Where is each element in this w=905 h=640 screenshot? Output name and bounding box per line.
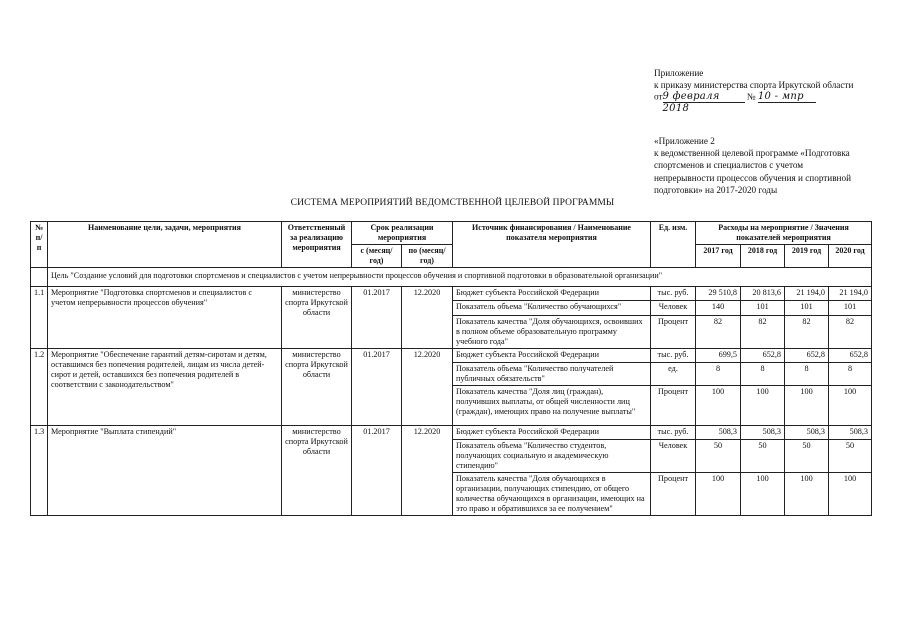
th-2019: 2019 год xyxy=(785,245,829,268)
row-source: Показатель объема "Количество обучающихся" xyxy=(453,301,651,316)
item-number: 1.2 xyxy=(31,349,48,426)
row-value-2020: 21 194,0 xyxy=(829,287,872,301)
number-prefix: № xyxy=(746,91,756,102)
row-source: Бюджет субъекта Российской Федерации xyxy=(453,426,651,440)
row-value-2018: 20 813,6 xyxy=(741,287,785,301)
th-resp: Ответственный за реализацию мероприятия xyxy=(282,222,352,268)
row-value-2020: 100 xyxy=(829,386,872,426)
from-prefix: от xyxy=(654,91,663,102)
row-value-2018: 8 xyxy=(741,363,785,386)
row-value-2019: 100 xyxy=(785,473,829,516)
handwritten-date: 9 февраля 2018 xyxy=(663,91,745,103)
row-value-2018: 50 xyxy=(741,440,785,473)
row-value-2017: 100 xyxy=(696,473,741,516)
table-row xyxy=(31,287,872,301)
row-unit: ед. xyxy=(651,363,696,386)
th-2020: 2020 год xyxy=(829,245,872,268)
row-value-2019: 8 xyxy=(785,363,829,386)
annex2-block xyxy=(654,135,851,196)
item-start: 01.2017 xyxy=(352,426,402,516)
row-value-2020: 508,3 xyxy=(829,426,872,440)
row-value-2019: 50 xyxy=(785,440,829,473)
row-value-2018: 82 xyxy=(741,316,785,349)
row-value-2019: 101 xyxy=(785,301,829,316)
row-value-2018: 101 xyxy=(741,301,785,316)
row-value-2019: 21 194,0 xyxy=(785,287,829,301)
row-value-2020: 100 xyxy=(829,473,872,516)
goal-row xyxy=(31,268,872,287)
th-2017: 2017 год xyxy=(696,245,741,268)
row-value-2018: 508,3 xyxy=(741,426,785,440)
row-value-2017: 140 xyxy=(696,301,741,316)
row-value-2017: 8 xyxy=(696,363,741,386)
item-responsible: министерство спорта Иркутской области xyxy=(282,349,352,426)
row-unit: тыс. руб. xyxy=(651,426,696,440)
row-unit: Процент xyxy=(651,386,696,426)
th-2018: 2018 год xyxy=(741,245,785,268)
row-value-2017: 699,5 xyxy=(696,349,741,363)
th-name: Наименование цели, задачи, мероприятия xyxy=(48,222,282,268)
th-to: по (месяц/год) xyxy=(402,245,453,268)
row-value-2020: 652,8 xyxy=(829,349,872,363)
measures-table xyxy=(30,221,872,516)
row-value-2020: 8 xyxy=(829,363,872,386)
row-value-2020: 82 xyxy=(829,316,872,349)
row-value-2019: 100 xyxy=(785,386,829,426)
annex2-line2: к ведомственной целевой программе «Подготовка xyxy=(654,148,850,159)
row-source: Показатель качества "Доля обучающихся, освоивших в полном объеме образовательную программу учебного года" xyxy=(453,316,651,349)
row-source: Показатель качества "Доля обучающихся в организации, получающих стипендию, от общего количества обучающихся в организации, имеющих на это право и обратившихся за ее получением" xyxy=(453,473,651,516)
item-name: Мероприятие "Обеспечение гарантий детям-сиротам и детям, оставшимся без попечения родителей, лицам из числа детей-сирот и детей, оставшихся без попечения родителей в соответствии с законодательством" xyxy=(48,349,282,426)
document-title: СИСТЕМА МЕРОПРИЯТИЙ ВЕДОМСТВЕННОЙ ЦЕЛЕВОЙ ПРОГРАММЫ xyxy=(290,198,615,208)
th-period: Срок реализации мероприятия xyxy=(352,222,453,245)
row-value-2017: 82 xyxy=(696,316,741,349)
row-value-2018: 652,8 xyxy=(741,349,785,363)
th-expenses: Расходы на мероприятие / Значения показателей мероприятия xyxy=(696,222,872,245)
row-value-2019: 82 xyxy=(785,316,829,349)
row-value-2019: 652,8 xyxy=(785,349,829,363)
table-row xyxy=(31,426,872,440)
item-end: 12.2020 xyxy=(402,287,453,349)
row-unit: тыс. руб. xyxy=(651,287,696,301)
annex2-line4: непрерывности процессов обучения и спортивной xyxy=(654,172,851,183)
item-start: 01.2017 xyxy=(352,287,402,349)
item-number: 1.3 xyxy=(31,426,48,516)
goal-text: Цель "Создание условий для подготовки спортсменов и специалистов с учетом непрерывности процессов обучения и спортивной подготовки в образовательной организации" xyxy=(48,268,872,287)
row-value-2017: 100 xyxy=(696,386,741,426)
th-from: с (месяц/год) xyxy=(352,245,402,268)
item-responsible: министерство спорта Иркутской области xyxy=(282,426,352,516)
row-source: Бюджет субъекта Российской Федерации xyxy=(453,349,651,363)
row-source: Показатель объема "Количество получателей публичных обязательств" xyxy=(453,363,651,386)
row-value-2018: 100 xyxy=(741,386,785,426)
annex2-line1: «Приложение 2 xyxy=(654,136,715,146)
row-source: Показатель объема "Количество студентов, получающих социальную и академическую стипендию" xyxy=(453,440,651,473)
item-name: Мероприятие "Выплата стипендий" xyxy=(48,426,282,516)
th-source: Источник финансирования / Наименование показателя мероприятия xyxy=(453,222,651,268)
header-row-1 xyxy=(31,222,872,245)
annex2-line5: подготовки» на 2017-2020 годы xyxy=(654,184,778,195)
item-start: 01.2017 xyxy=(352,349,402,426)
annex-date-line xyxy=(654,91,853,114)
row-unit: Человек xyxy=(651,440,696,473)
item-responsible: министерство спорта Иркутской области xyxy=(282,287,352,349)
row-value-2017: 50 xyxy=(696,440,741,473)
th-unit: Ед. изм. xyxy=(651,222,696,268)
annex-header xyxy=(654,68,854,114)
th-num: № п/п xyxy=(31,222,48,268)
handwritten-number: 10 - мпр xyxy=(758,91,816,103)
row-value-2020: 101 xyxy=(829,301,872,316)
item-name: Мероприятие "Подготовка спортсменов и специалистов с учетом непрерывности процессов обучения" xyxy=(48,287,282,349)
row-source: Показатель качества "Доля лиц (граждан), получивших выплаты, от общей численности лиц (граждан), имеющих право на получение выплаты" xyxy=(453,386,651,426)
item-number: 1.1 xyxy=(31,287,48,349)
row-unit: Процент xyxy=(651,473,696,516)
row-value-2017: 508,3 xyxy=(696,426,741,440)
row-unit: тыс. руб. xyxy=(651,349,696,363)
row-value-2018: 100 xyxy=(741,473,785,516)
row-value-2017: 29 510,8 xyxy=(696,287,741,301)
annex2-line3: спортсменов и специалистов с учетом xyxy=(654,160,804,171)
annex-order-line: к приказу министерства спорта Иркутской области xyxy=(654,79,854,90)
row-unit: Процент xyxy=(651,316,696,349)
item-end: 12.2020 xyxy=(402,426,453,516)
table-row xyxy=(31,349,872,363)
row-value-2019: 508,3 xyxy=(785,426,829,440)
annex-label: Приложение xyxy=(654,68,704,78)
row-unit: Человек xyxy=(651,301,696,316)
row-source: Бюджет субъекта Российской Федерации xyxy=(453,287,651,301)
item-end: 12.2020 xyxy=(402,349,453,426)
row-value-2020: 50 xyxy=(829,440,872,473)
